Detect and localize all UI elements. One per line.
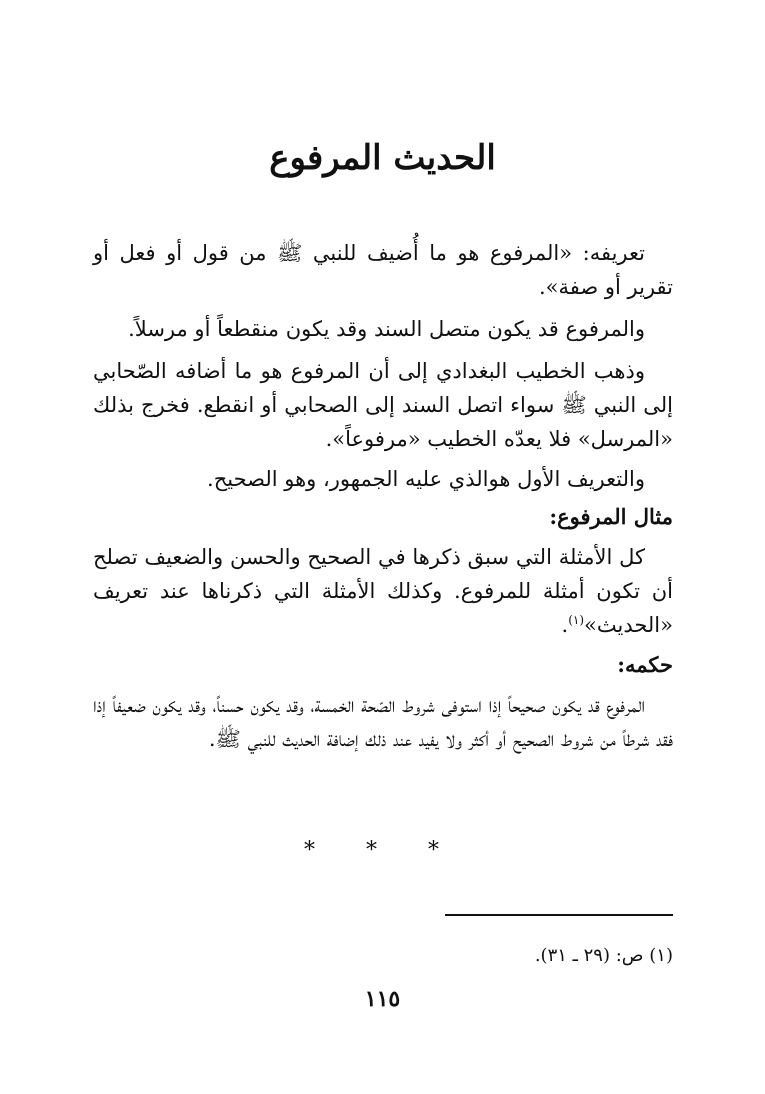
example-text-end: . [561, 613, 569, 637]
page-number: ١١٥ [364, 986, 401, 1012]
page-title: الحديث المرفوع [269, 138, 496, 178]
ruling-heading: حكمه: [617, 652, 673, 677]
paragraph-khatib: وذهب الخطيب البغدادي إلى أن المرفوع هو ما أضافه الصّحابي إلى النبي ﷺ سواء اتصل السند إلى الصحابي أو انقطع. فخرج بذلك «المرسل» فلا يعدّه الخطيب «مرفوعاً». [93, 359, 673, 451]
example-paragraph [93, 540, 673, 642]
paragraph-majority: والتعريف الأول هوالذي عليه الجمهور، وهو الصحيح. [207, 467, 645, 491]
footnote-divider [445, 914, 673, 916]
definition-paragraph: تعريفه: «المرفوع هو ما أُضيف للنبي ﷺ من قول أو فعل أو تقرير أو صفة». [93, 241, 673, 299]
main-text [93, 236, 673, 756]
section-separator: * * * [304, 838, 461, 863]
example-text: كل الأمثلة التي سبق ذكرها في الصحيح والحسن والضعيف تصلح أن تكون أمثلة للمرفوع. وكذلك الأمثلة التي ذكرناها عند تعريف «الحديث» [93, 545, 673, 637]
example-heading: مثال المرفوع: [549, 504, 673, 529]
footnote-reference: (١) [568, 613, 585, 627]
paragraph-connection: والمرفوع قد يكون متصل السند وقد يكون منقطعاً أو مرسلاً. [128, 317, 645, 341]
ruling-paragraph: المرفوع قد يكون صحيحاً إذا استوفى شروط الصّحة الخمسة، وقد يكون حسناً، وقد يكون ضعيفاً إذا فقد شرطاً من شروط الصحيح أو أكثر ولا يفيد عند ذلك إضافة الحديث للنبي ﷺ. [93, 693, 673, 751]
footnote: (١) ص: (٢٩ ـ ٣١). [534, 945, 673, 966]
